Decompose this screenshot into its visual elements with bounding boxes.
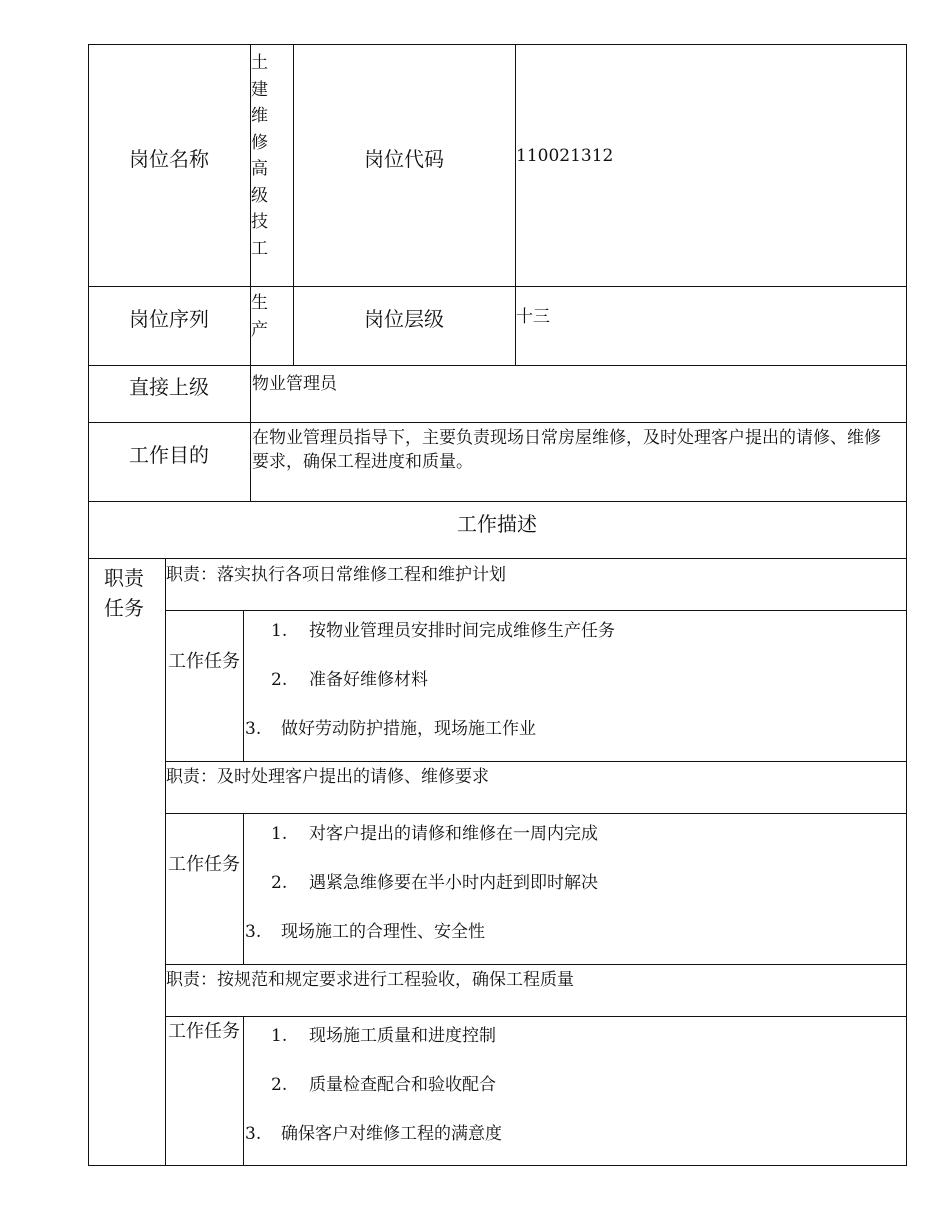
post-series-value: 生产: [251, 293, 268, 340]
table-border-bottom: [88, 1165, 906, 1166]
description-title: 工作描述: [457, 512, 537, 536]
row-divider: [165, 610, 906, 611]
row-divider: [165, 813, 906, 814]
row-divider: [88, 365, 906, 366]
table-border-right: [906, 44, 907, 1166]
row-divider: [88, 286, 906, 287]
row-divider: [165, 761, 906, 762]
task-item: 2. 质量检查配合和验收配合: [271, 1075, 496, 1095]
row-divider: [165, 1016, 906, 1017]
row-divider: [88, 501, 906, 502]
purpose-value: 在物业管理员指导下，主要负责现场日常房屋维修，及时处理客户提出的请修、维修要求，确保工程进度和质量。: [252, 428, 881, 472]
task-item: 1. 对客户提出的请修和维修在一周内完成: [271, 824, 598, 844]
task-label: 工作任务: [168, 854, 240, 875]
task-label: 工作任务: [168, 651, 240, 672]
post-name-value: 土建维修高级技工: [251, 53, 268, 259]
post-name-label: 岗位名称: [129, 147, 209, 171]
duty-title: 职责：落实执行各项日常维修工程和维护计划: [166, 565, 506, 585]
task-item: 3. 确保客户对维修工程的满意度: [245, 1124, 502, 1144]
table-border-top: [88, 44, 906, 45]
duties-label: 职责任务: [104, 566, 144, 620]
post-series-label: 岗位序列: [129, 307, 209, 331]
task-item: 2. 准备好维修材料: [271, 670, 428, 690]
col-divider: [243, 813, 244, 965]
row-divider: [165, 964, 906, 965]
purpose-label: 工作目的: [129, 443, 209, 467]
task-item: 2. 遇紧急维修要在半小时内赶到即时解决: [271, 873, 598, 893]
post-code-value: 110021312: [516, 146, 614, 166]
col-divider: [243, 1016, 244, 1166]
post-level-value: 十三: [516, 307, 550, 327]
task-item: 3. 做好劳动防护措施，现场施工作业: [245, 719, 536, 739]
duty-title: 职责：按规范和规定要求进行工程验收，确保工程质量: [166, 970, 574, 990]
row-divider: [88, 558, 906, 559]
task-item: 3. 现场施工的合理性、安全性: [245, 922, 485, 942]
table-border-left: [88, 44, 89, 1166]
task-item: 1. 现场施工质量和进度控制: [271, 1026, 496, 1046]
duty-title: 职责：及时处理客户提出的请修、维修要求: [166, 767, 489, 787]
supervisor-label: 直接上级: [129, 375, 209, 399]
supervisor-value: 物业管理员: [252, 374, 337, 394]
post-code-label: 岗位代码: [364, 147, 444, 171]
post-level-label: 岗位层级: [364, 307, 444, 331]
col-divider: [243, 610, 244, 762]
task-label: 工作任务: [168, 1021, 240, 1042]
task-item: 1. 按物业管理员安排时间完成维修生产任务: [271, 621, 615, 641]
row-divider: [88, 422, 906, 423]
